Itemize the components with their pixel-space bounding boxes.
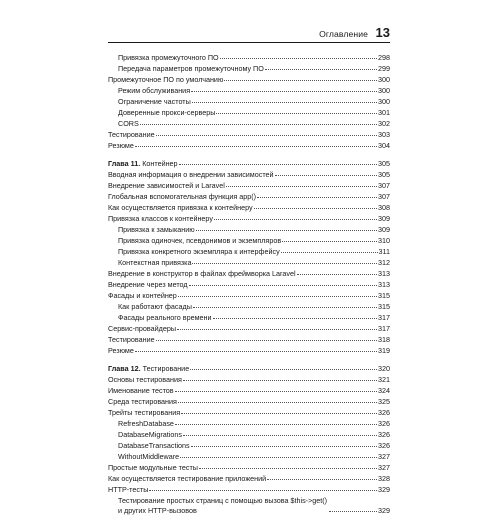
toc-entry-label: Привязка конкретного экземпляра к интерфейсу bbox=[118, 247, 280, 256]
toc-page-number: 315 bbox=[378, 291, 390, 300]
toc-entry-label: HTTP-тесты bbox=[108, 485, 149, 494]
toc-entry bbox=[108, 334, 390, 345]
toc-page-number: 309 bbox=[378, 225, 390, 234]
dot-leader bbox=[214, 218, 377, 220]
toc-page-number: 317 bbox=[378, 324, 390, 333]
toc-entry bbox=[108, 484, 390, 495]
toc-entry-label: Тестирование bbox=[108, 130, 155, 139]
toc-entry bbox=[108, 495, 390, 516]
dot-leader bbox=[156, 134, 377, 136]
dot-leader bbox=[213, 317, 377, 319]
dot-leader bbox=[140, 123, 377, 125]
toc-entry-label: Тестирование простых страниц с помощью вызова $this->get() и других HTTP-вызовов bbox=[118, 496, 328, 515]
toc-page-number: 309 bbox=[378, 214, 390, 223]
toc-page-number: 311 bbox=[378, 247, 390, 256]
toc-entry bbox=[108, 301, 390, 312]
toc-entry-label: WithoutMiddleware bbox=[118, 452, 180, 461]
toc-page-number: 327 bbox=[378, 452, 390, 461]
dot-leader bbox=[281, 251, 378, 253]
dot-leader bbox=[224, 79, 377, 81]
chapter-title: Тестирование bbox=[142, 364, 190, 373]
page-number: 13 bbox=[375, 25, 390, 40]
toc-entry bbox=[108, 462, 390, 473]
dot-leader bbox=[192, 101, 377, 103]
dot-leader bbox=[177, 328, 377, 330]
toc-page-number: 326 bbox=[378, 408, 390, 417]
toc-entry-label: Привязка классов к контейнеру bbox=[108, 214, 213, 223]
toc-page-number: 320 bbox=[378, 364, 390, 373]
toc-entry bbox=[108, 169, 390, 180]
toc-page-number: 318 bbox=[378, 335, 390, 344]
dot-leader bbox=[196, 229, 377, 231]
toc-page-number: 328 bbox=[378, 474, 390, 483]
dot-leader bbox=[135, 145, 377, 147]
toc-entry-label: Промежуточное ПО по умолчанию bbox=[108, 75, 224, 84]
toc-page-number: 319 bbox=[378, 346, 390, 355]
toc-entry bbox=[108, 202, 390, 213]
dot-leader bbox=[254, 207, 377, 209]
table-of-contents bbox=[108, 52, 390, 516]
dot-leader bbox=[191, 445, 377, 447]
dot-leader bbox=[267, 478, 377, 480]
toc-entry-label: Как осуществляется привязка к контейнеру bbox=[108, 203, 253, 212]
toc-page-number: 313 bbox=[378, 280, 390, 289]
toc-page-number: 307 bbox=[378, 192, 390, 201]
toc-entry bbox=[108, 85, 390, 96]
toc-page-number: 307 bbox=[378, 181, 390, 190]
dot-leader bbox=[265, 68, 377, 70]
dot-leader bbox=[282, 240, 377, 242]
toc-entry-label: Как осуществляется тестирование приложений bbox=[108, 474, 267, 483]
toc-entry-label: Резюме bbox=[108, 141, 134, 150]
header-title: Оглавление bbox=[319, 29, 368, 39]
toc-entry bbox=[108, 385, 390, 396]
toc-entry bbox=[108, 213, 390, 224]
toc-entry bbox=[108, 429, 390, 440]
toc-chapter-entry bbox=[108, 158, 390, 169]
toc-entry bbox=[108, 129, 390, 140]
toc-entry bbox=[108, 290, 390, 301]
toc-entry bbox=[108, 191, 390, 202]
chapter-number: Глава 11. bbox=[108, 159, 141, 168]
toc-entry bbox=[108, 323, 390, 334]
toc-entry-label: Внедрение зависимостей и Laravel bbox=[108, 181, 225, 190]
toc-entry-label: Фасады и контейнер bbox=[108, 291, 177, 300]
toc-entry bbox=[108, 268, 390, 279]
toc-entry-label: Внедрение в конструктор в файлах фреймворка Laravel bbox=[108, 269, 296, 278]
toc-entry bbox=[108, 246, 390, 257]
toc-entry-label: Ограничение частоты bbox=[118, 97, 191, 106]
toc-entry bbox=[108, 63, 390, 74]
toc-entry bbox=[108, 107, 390, 118]
toc-entry bbox=[108, 180, 390, 191]
dot-leader bbox=[297, 273, 377, 275]
dot-leader bbox=[135, 350, 377, 352]
toc-entry-label: Фасады реального времени bbox=[118, 313, 212, 322]
dot-leader bbox=[226, 185, 377, 187]
toc-entry-label: RefreshDatabase bbox=[118, 419, 174, 428]
dot-leader bbox=[199, 467, 377, 469]
toc-page-number: 326 bbox=[378, 419, 390, 428]
dot-leader bbox=[220, 57, 377, 59]
toc-page-number: 300 bbox=[378, 86, 390, 95]
toc-entry bbox=[108, 473, 390, 484]
toc-entry bbox=[108, 224, 390, 235]
toc-page-number: 301 bbox=[378, 108, 390, 117]
toc-entry-label: Как работают фасады bbox=[118, 302, 192, 311]
toc-entry-label: Основы тестирования bbox=[108, 375, 182, 384]
toc-entry-label bbox=[108, 363, 189, 374]
toc-entry-label: Трейты тестирования bbox=[108, 408, 181, 417]
dot-leader bbox=[192, 262, 377, 264]
toc-entry bbox=[108, 257, 390, 268]
toc-entry-label: Контекстная привязка bbox=[118, 258, 192, 267]
toc-page-number: 299 bbox=[378, 64, 390, 73]
dot-leader bbox=[193, 306, 377, 308]
toc-entry-label: Сервис-провайдеры bbox=[108, 324, 176, 333]
dot-leader bbox=[179, 163, 377, 165]
toc-entry bbox=[108, 96, 390, 107]
toc-entry bbox=[108, 451, 390, 462]
toc-entry bbox=[108, 418, 390, 429]
toc-entry-label: Режим обслуживания bbox=[118, 86, 191, 95]
toc-entry bbox=[108, 279, 390, 290]
dot-leader bbox=[180, 456, 377, 458]
dot-leader bbox=[175, 390, 377, 392]
dot-leader bbox=[149, 489, 377, 491]
toc-entry-label: Резюме bbox=[108, 346, 134, 355]
toc-entry-label: CORS bbox=[118, 119, 139, 128]
toc-page-number: 308 bbox=[378, 203, 390, 212]
toc-entry bbox=[108, 345, 390, 356]
toc-entry-label: Вводная информация о внедрении зависимостей bbox=[108, 170, 274, 179]
toc-entry bbox=[108, 312, 390, 323]
toc-entry-label: Внедрение через метод bbox=[108, 280, 188, 289]
toc-page-number: 303 bbox=[378, 130, 390, 139]
dot-leader bbox=[216, 112, 377, 114]
toc-entry bbox=[108, 396, 390, 407]
dot-leader bbox=[178, 401, 377, 403]
chapter-number: Глава 12. bbox=[108, 364, 141, 373]
toc-page-number: 300 bbox=[378, 75, 390, 84]
toc-page-number: 317 bbox=[378, 313, 390, 322]
toc-entry bbox=[108, 374, 390, 385]
toc-entry bbox=[108, 118, 390, 129]
toc-page-number: 304 bbox=[378, 141, 390, 150]
dot-leader bbox=[190, 368, 377, 370]
dot-leader bbox=[189, 284, 377, 286]
toc-entry bbox=[108, 235, 390, 246]
toc-entry bbox=[108, 440, 390, 451]
dot-leader bbox=[329, 510, 377, 512]
toc-page-number: 329 bbox=[378, 485, 390, 494]
toc-page-number: 313 bbox=[378, 269, 390, 278]
dot-leader bbox=[191, 90, 377, 92]
toc-page-number: 326 bbox=[378, 441, 390, 450]
toc-entry-label: Простые модульные тесты bbox=[108, 463, 198, 472]
toc-entry bbox=[108, 74, 390, 85]
toc-page-number: 305 bbox=[378, 159, 390, 168]
chapter-title: Контейнер bbox=[142, 159, 178, 168]
dot-leader bbox=[178, 295, 377, 297]
dot-leader bbox=[175, 423, 377, 425]
toc-entry-label: Передача параметров промежуточному ПО bbox=[118, 64, 264, 73]
dot-leader bbox=[257, 196, 377, 198]
toc-entry-label: Именование тестов bbox=[108, 386, 174, 395]
toc-page-number: 312 bbox=[378, 258, 390, 267]
toc-chapter-entry bbox=[108, 363, 390, 374]
toc-page-number: 300 bbox=[378, 97, 390, 106]
toc-entry-label: Привязка одиночек, псевдонимов и экземпляров bbox=[118, 236, 282, 245]
toc-page-number: 321 bbox=[378, 375, 390, 384]
dot-leader bbox=[275, 174, 377, 176]
toc-page-number: 329 bbox=[378, 506, 390, 515]
toc-entry-label: Доверенные прокси-серверы bbox=[118, 108, 216, 117]
toc-page-number: 326 bbox=[378, 430, 390, 439]
toc-page-number: 302 bbox=[378, 119, 390, 128]
toc-entry-label: Привязка к замыканию bbox=[118, 225, 195, 234]
toc-entry-label: Глобальная вспомогательная функция app() bbox=[108, 192, 257, 201]
toc-entry bbox=[108, 52, 390, 63]
dot-leader bbox=[181, 412, 377, 414]
toc-page-number: 315 bbox=[378, 302, 390, 311]
toc-page-number: 325 bbox=[378, 397, 390, 406]
toc-entry-label: DatabaseTransactions bbox=[118, 441, 190, 450]
toc-entry-label: Привязка промежуточного ПО bbox=[118, 53, 219, 62]
dot-leader bbox=[156, 339, 377, 341]
toc-page-number: 327 bbox=[378, 463, 390, 472]
running-header bbox=[108, 25, 390, 43]
toc-entry-label: DatabaseMigrations bbox=[118, 430, 182, 439]
toc-entry-label: Тестирование bbox=[108, 335, 155, 344]
toc-page-number: 310 bbox=[378, 236, 390, 245]
toc-entry-label bbox=[108, 158, 178, 169]
toc-page-number: 298 bbox=[378, 53, 390, 62]
toc-entry bbox=[108, 140, 390, 151]
toc-page-number: 324 bbox=[378, 386, 390, 395]
toc-entry bbox=[108, 407, 390, 418]
toc-page-number: 305 bbox=[378, 170, 390, 179]
dot-leader bbox=[183, 379, 377, 381]
dot-leader bbox=[183, 434, 377, 436]
toc-entry-label: Среда тестирования bbox=[108, 397, 177, 406]
